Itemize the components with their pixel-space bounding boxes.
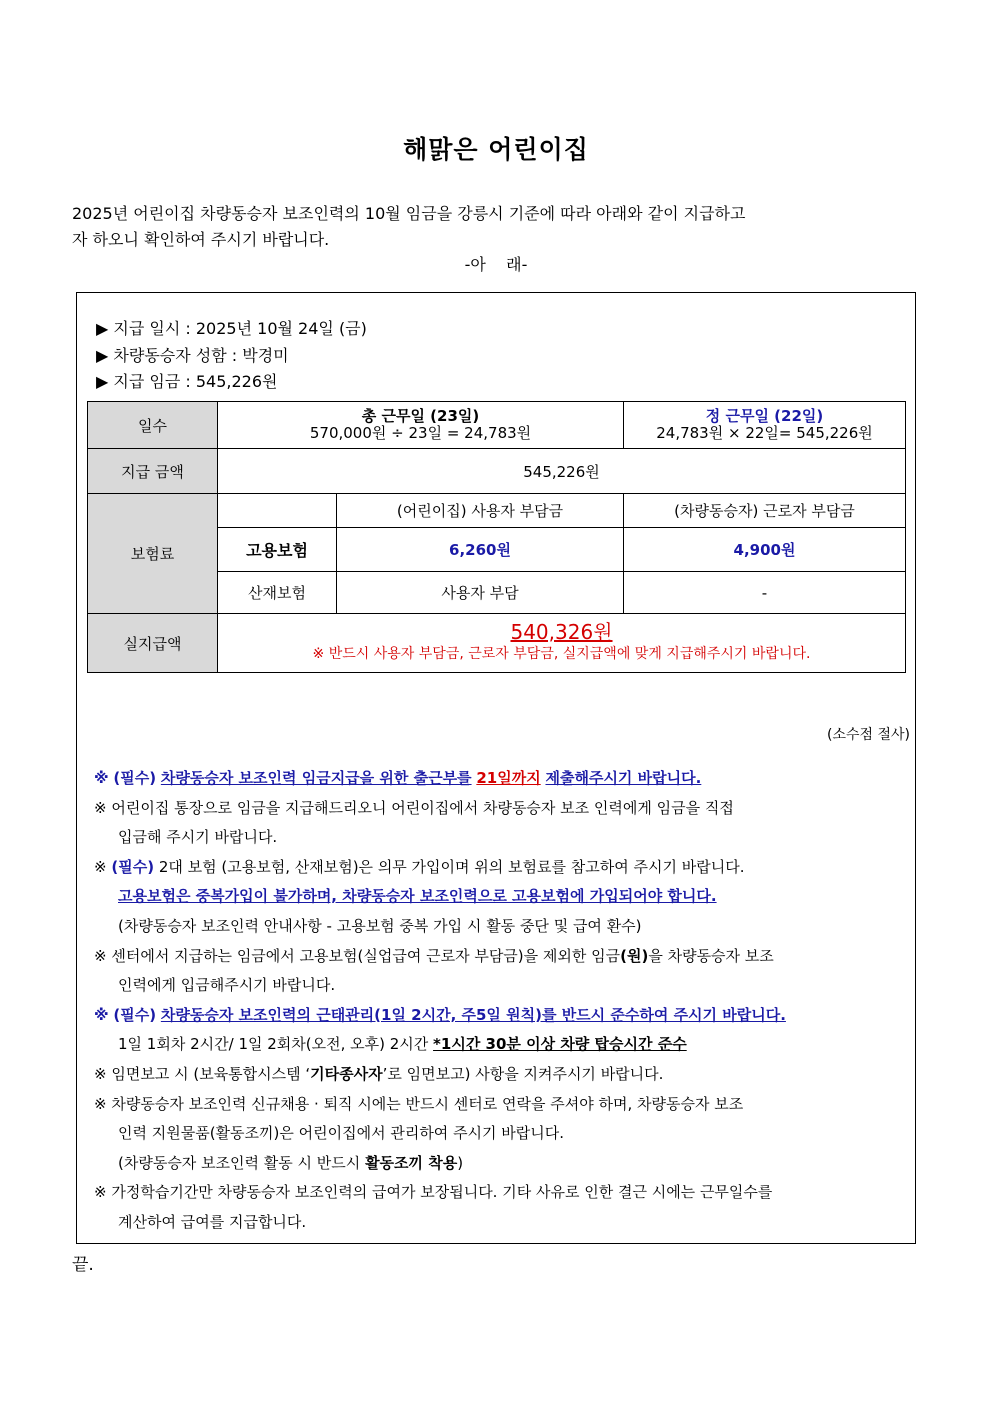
worker-column-header: (차량동승자) 근로자 부담금 bbox=[624, 494, 906, 528]
industrial-insurance-worker: - bbox=[624, 572, 906, 614]
net-pay-cell bbox=[218, 614, 906, 673]
note-3-cont: (차량동승자 보조인력 안내사항 - 고용보험 중복 가입 시 활동 중단 및 급여 환수) bbox=[118, 916, 642, 935]
note-5: ※ (필수) 차량동승자 보조인력의 근태관리(1일 2시간, 주5일 원칙)를 반드시 준수하여 주시기 바랍니다. bbox=[94, 1005, 786, 1024]
regular-days-cell bbox=[624, 402, 906, 449]
bullet-icon: ▶ bbox=[96, 345, 109, 365]
note-6: ※ 임면보고 시 (보육통합시스템 ‘기타종사자’로 임면보고) 사항을 지켜주시기 바랍니다. bbox=[94, 1064, 664, 1083]
intro-paragraph bbox=[72, 201, 922, 253]
net-pay-note: ※ 반드시 사용자 부담금, 근로자 부담금, 실지급액에 맞게 지급해주시기 바랍니다. bbox=[312, 646, 811, 662]
employment-insurance-employer: 6,260원 bbox=[337, 528, 624, 572]
table-row bbox=[88, 449, 906, 494]
intro-line-1: 2025년 어린이집 차량동승자 보조인력의 10월 임금을 강릉시 기준에 따라 아래와 같이 지급하고 bbox=[72, 204, 746, 223]
pay-amount-value: 545,226원 bbox=[218, 449, 906, 494]
regular-days-title: 정 근무일 (22일) bbox=[705, 407, 824, 425]
page-title: 해맑은 어린이집 bbox=[403, 135, 589, 164]
days-label: 일수 bbox=[88, 402, 218, 449]
bullet-icon: ▶ bbox=[96, 319, 109, 338]
table-row bbox=[88, 494, 906, 528]
total-days-title: 총 근무일 (23일) bbox=[361, 407, 480, 425]
note-1: ※ (필수) 차량동승자 보조인력 임금지급을 위한 출근부를 21일까지 제출해주시기 바랍니다. bbox=[94, 769, 702, 787]
section-subtitle: -아 래- bbox=[464, 255, 528, 274]
bullet-icon: ▶ bbox=[96, 372, 109, 391]
payment-table bbox=[87, 401, 906, 673]
note-2-cont: 입금해 주시기 바랍니다. bbox=[118, 828, 278, 847]
employer-column-header: (어린이집) 사용자 부담금 bbox=[337, 494, 624, 528]
note-7: ※ 차량동승자 보조인력 신규채용 · 퇴직 시에는 반드시 센터로 연락을 주셔야 하며, 차량동승자 보조 bbox=[94, 1094, 744, 1113]
net-pay-value: 540,326원 bbox=[510, 620, 613, 644]
blank-cell bbox=[218, 494, 337, 528]
total-days-cell bbox=[218, 402, 624, 449]
note-7-cont: 인력 지원물품(활동조끼)은 어린이집에서 관리하여 주시기 바랍니다. bbox=[118, 1124, 565, 1143]
pay-amount-label: 지급 금액 bbox=[88, 449, 218, 494]
industrial-insurance-employer: 사용자 부담 bbox=[337, 572, 624, 614]
note-8-cont: 계산하여 급여를 지급합니다. bbox=[118, 1212, 307, 1231]
table-row bbox=[88, 402, 906, 449]
summary-amount: ▶ 지급 임금 : 545,226원 bbox=[96, 372, 278, 391]
total-days-calc: 570,000원 ÷ 23일 = 24,783원 bbox=[309, 424, 532, 442]
employment-insurance-label: 고용보험 bbox=[218, 528, 337, 572]
payment-summary bbox=[96, 316, 367, 396]
note-3: ※ (필수) 2대 보험 (고용보험, 산재보험)은 의무 가입이며 위의 보험료를 참고하여 주시기 바랍니다. bbox=[94, 857, 745, 876]
note-8: ※ 가정학습기간만 차량동승자 보조인력의 급여가 보장됩니다. 기타 사유로 인한 결근 시에는 근무일수를 bbox=[94, 1183, 773, 1202]
note-7-cont-2: (차량동승자 보조인력 활동 시 반드시 활동조끼 착용) bbox=[118, 1153, 464, 1172]
end-mark: 끝. bbox=[72, 1255, 94, 1275]
net-pay-label: 실지급액 bbox=[88, 614, 218, 673]
note-3-emphasis: 고용보험은 중복가입이 불가하며, 차량동승자 보조인력으로 고용보험에 가입되어야 합니다. bbox=[118, 887, 717, 906]
regular-days-calc: 24,783원 × 22일= 545,226원 bbox=[656, 424, 873, 442]
note-4-cont: 인력에게 입금해주시기 바랍니다. bbox=[118, 976, 336, 995]
insurance-label: 보험료 bbox=[88, 494, 218, 614]
employment-insurance-worker: 4,900원 bbox=[624, 528, 906, 572]
intro-line-2: 자 하오니 확인하여 주시기 바랍니다. bbox=[72, 230, 330, 249]
industrial-insurance-label: 산재보험 bbox=[218, 572, 337, 614]
note-4: ※ 센터에서 지급하는 임금에서 고용보험(실업급여 근로자 부담금)을 제외한 임금(원)을 차량동승자 보조 bbox=[94, 946, 774, 965]
note-2: ※ 어린이집 통장으로 임금을 지급해드리오니 어린이집에서 차량동승자 보조 인력에게 임금을 직접 bbox=[94, 798, 734, 817]
rounding-note: (소수점 절사) bbox=[827, 727, 910, 743]
note-5-cont: 1일 1회차 2시간/ 1일 2회차(오전, 오후) 2시간 *1시간 30분 이상 차량 탑승시간 준수 bbox=[118, 1035, 687, 1054]
summary-name: ▶ 차량동승자 성함 : 박경미 bbox=[96, 345, 289, 365]
notes-list bbox=[94, 764, 909, 1238]
summary-pay-date: ▶ 지급 일시 : 2025년 10월 24일 (금) bbox=[96, 319, 367, 338]
table-row bbox=[88, 614, 906, 673]
